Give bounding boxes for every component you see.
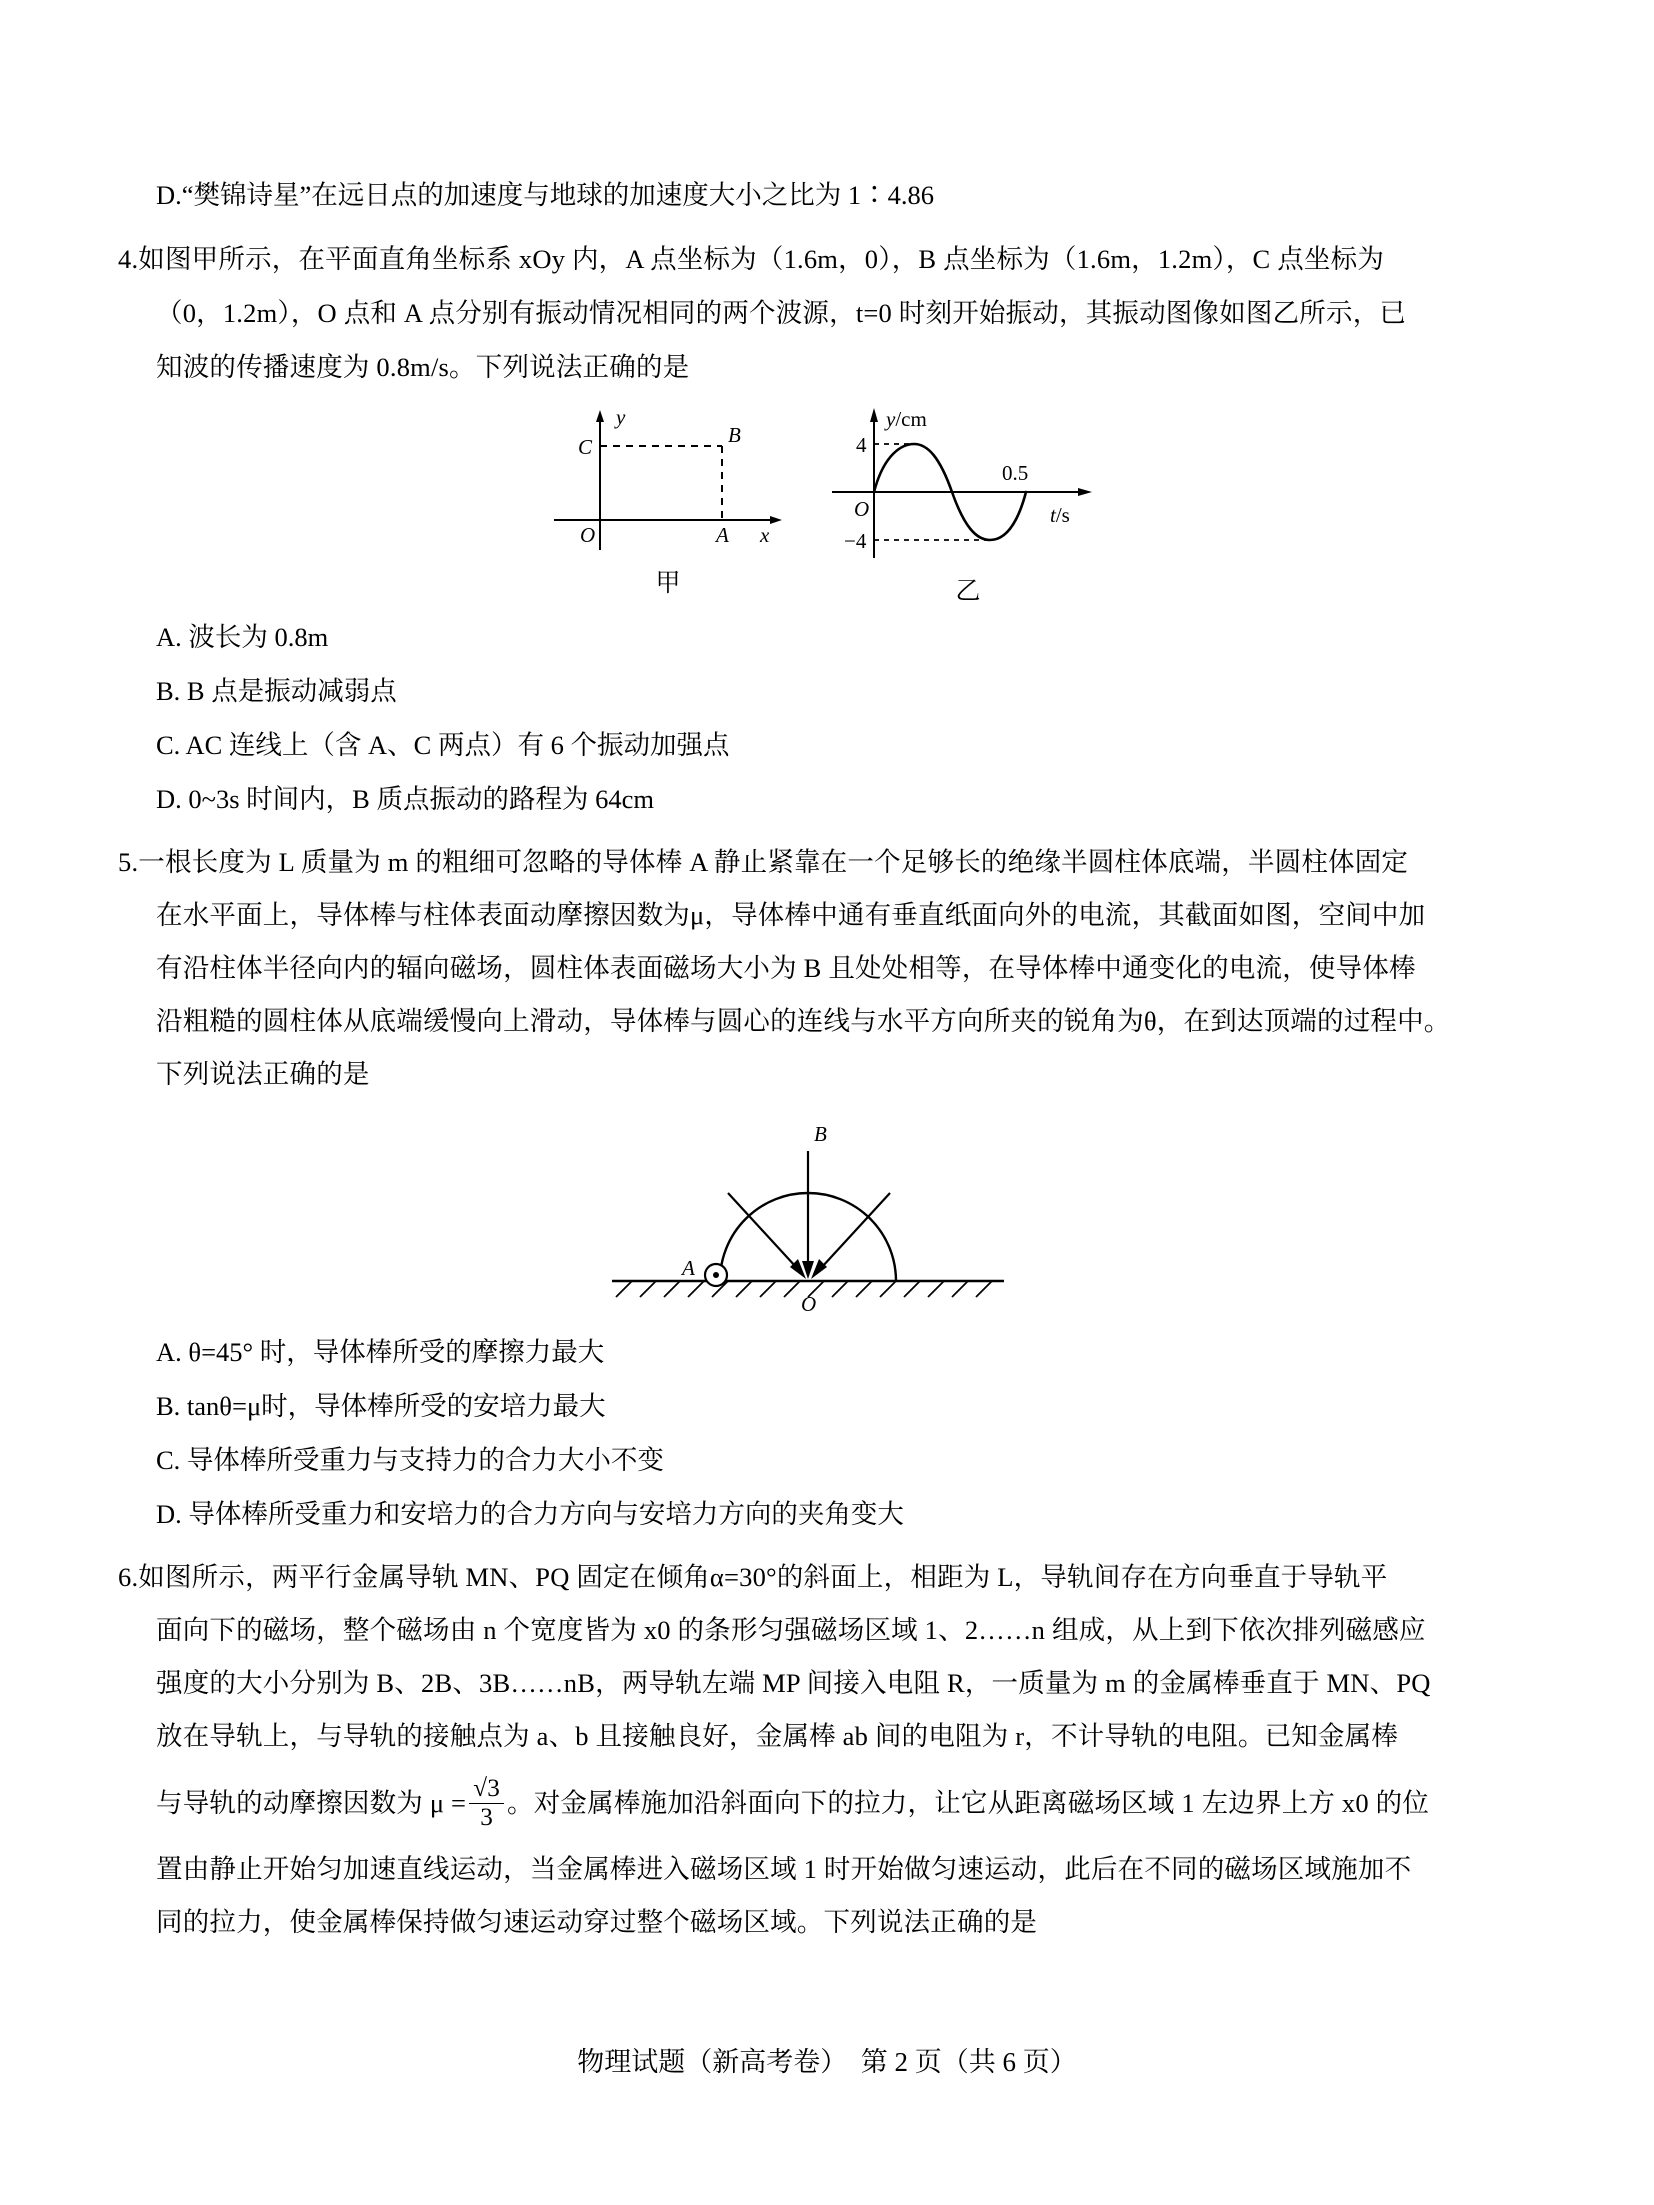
q4-option-d: D. 0~3s 时间内，B 质点振动的路程为 64cm xyxy=(156,784,654,814)
q5-stem-line-1 xyxy=(118,836,1538,889)
page-content xyxy=(118,168,1538,1949)
q5-figure-row xyxy=(118,1115,1538,1325)
spacer xyxy=(118,222,1538,232)
question-5 xyxy=(118,836,1538,1541)
q4-stem-line-3: 知波的传播速度为 0.8m/s。下列说法正确的是 xyxy=(156,352,690,382)
q6-stem-line-7: 置由静止开始匀加速直线运动，当金属棒进入磁场区域 1 时开始做匀速运动，此后在不同的磁场区域施加不 xyxy=(156,1854,1412,1884)
q4-option-c: C. AC 连线上（含 A、C 两点）有 6 个振动加强点 xyxy=(156,730,730,760)
mu-fraction xyxy=(469,1776,504,1832)
q6-fraction-line xyxy=(156,1763,1538,1843)
svg-text:y: y xyxy=(616,405,626,429)
fraction-numerator: √3 xyxy=(469,1776,504,1804)
q4-stem-line-2: （0，1.2m），O 点和 A 点分别有振动情况相同的两个波源，t=0 时刻开始振动，其振动图像如图乙所示，已 xyxy=(156,298,1407,328)
q5-stem-text-1: 一根长度为 L 质量为 m 的粗细可忽略的导体棒 A 静止紧靠在一个足够长的绝缘半圆柱体底端，半圆柱体固定 xyxy=(138,847,1409,877)
svg-text:4: 4 xyxy=(856,433,867,457)
svg-text:B: B xyxy=(814,1122,827,1146)
q5-option-c: C. 导体棒所受重力与支持力的合力大小不变 xyxy=(156,1445,664,1475)
svg-text:A: A xyxy=(716,523,729,547)
svg-text:t/s: t/s xyxy=(1050,503,1070,527)
q6-stem-text-1: 如图所示，两平行金属导轨 MN、PQ 固定在倾角α=30°的斜面上，相距为 L，导轨间存在方向垂直于导轨平 xyxy=(138,1562,1388,1592)
q5-stem-line-2: 在水平面上，导体棒与柱体表面动摩擦因数为μ，导体棒中通有垂直纸面向外的电流，其截面如图，空间中加 xyxy=(156,900,1426,930)
figure-jia-svg xyxy=(538,402,798,562)
question-4 xyxy=(118,232,1538,826)
svg-text:y/cm: y/cm xyxy=(886,407,927,431)
q6-stem-line-2: 面向下的磁场，整个磁场由 n 个宽度皆为 x0 的条形匀强磁场区域 1、2……n 组成，从上到下依次排列磁感应 xyxy=(156,1615,1426,1645)
svg-text:−4: −4 xyxy=(844,529,867,553)
spacer xyxy=(118,1541,1538,1551)
figure-yi-svg xyxy=(818,396,1118,568)
q6-stem-line-1 xyxy=(118,1551,1538,1604)
svg-text:O: O xyxy=(580,523,596,547)
q5-option-d: D. 导体棒所受重力和安培力的合力方向与安培力方向的夹角变大 xyxy=(156,1499,904,1529)
svg-text:O: O xyxy=(801,1292,817,1315)
q4-stem-line-1 xyxy=(118,232,1538,286)
q5-stem-line-3: 有沿柱体半径向内的辐向磁场，圆柱体表面磁场大小为 B 且处处相等，在导体棒中通变化的电流，使导体棒 xyxy=(156,953,1416,983)
svg-text:x: x xyxy=(760,523,770,547)
q5-option-b: B. tanθ=μ时，导体棒所受的安培力最大 xyxy=(156,1391,606,1421)
q3-option-d: D.“樊锦诗星”在远日点的加速度与地球的加速度大小之比为 1∶4.86 xyxy=(156,180,935,210)
q4-figure-jia-caption: 甲 xyxy=(655,570,681,597)
question-6 xyxy=(118,1551,1538,1949)
svg-text:A: A xyxy=(682,1256,695,1280)
q6-stem-line-8: 同的拉力，使金属棒保持做匀速运动穿过整个磁场区域。下列说法正确的是 xyxy=(156,1907,1038,1937)
q4-figure-yi-caption: 乙 xyxy=(955,578,981,605)
q5-figure-svg xyxy=(598,1115,1018,1315)
page-footer xyxy=(0,2040,1654,2079)
q4-option-b: B. B 点是振动减弱点 xyxy=(156,676,397,706)
svg-text:0.5: 0.5 xyxy=(1002,461,1029,485)
q6-fraction-prefix: 与导轨的动摩擦因数为 μ = xyxy=(156,1788,467,1818)
q6-stem-line-3: 强度的大小分别为 B、2B、3B……nB，两导轨左端 MP 间接入电阻 R，一质量为 m 的金属棒垂直于 MN、PQ xyxy=(156,1668,1431,1698)
q5-number: 5. xyxy=(118,847,139,877)
footer-subject: 物理试题（新高考卷） xyxy=(577,2047,848,2077)
q4-option-a: A. 波长为 0.8m xyxy=(156,622,329,652)
svg-text:C: C xyxy=(578,435,593,459)
footer-page-info: 第 2 页（共 6 页） xyxy=(860,2047,1077,2077)
q4-figure-jia xyxy=(538,402,798,599)
q4-number: 4. xyxy=(118,244,139,274)
q5-stem-line-5: 下列说法正确的是 xyxy=(156,1059,370,1089)
q6-stem-line-4: 放在导轨上，与导轨的接触点为 a、b 且接触良好，金属棒 ab 间的电阻为 r，不计导轨的电阻。已知金属棒 xyxy=(156,1721,1399,1751)
q6-number: 6. xyxy=(118,1562,139,1592)
spacer xyxy=(118,826,1538,836)
svg-text:O: O xyxy=(854,497,870,521)
q4-stem-text-1: 如图甲所示，在平面直角坐标系 xOy 内，A 点坐标为（1.6m，0），B 点坐标为（1.6m，1.2m），C 点坐标为 xyxy=(138,244,1385,274)
q6-fraction-suffix: 。对金属棒施加沿斜面向下的拉力，让它从距离磁场区域 1 左边界上方 x0 的位 xyxy=(507,1788,1430,1818)
q4-figure-row xyxy=(118,402,1538,610)
svg-text:B: B xyxy=(728,423,741,447)
q4-figure-yi xyxy=(818,396,1118,607)
q5-stem-line-4: 沿粗糙的圆柱体从底端缓慢向上滑动，导体棒与圆心的连线与水平方向所夹的锐角为θ，在到达顶端的过程中。 xyxy=(156,1006,1451,1036)
fraction-denominator: 3 xyxy=(480,1804,493,1832)
q5-option-a: A. θ=45° 时，导体棒所受的摩擦力最大 xyxy=(156,1337,605,1367)
